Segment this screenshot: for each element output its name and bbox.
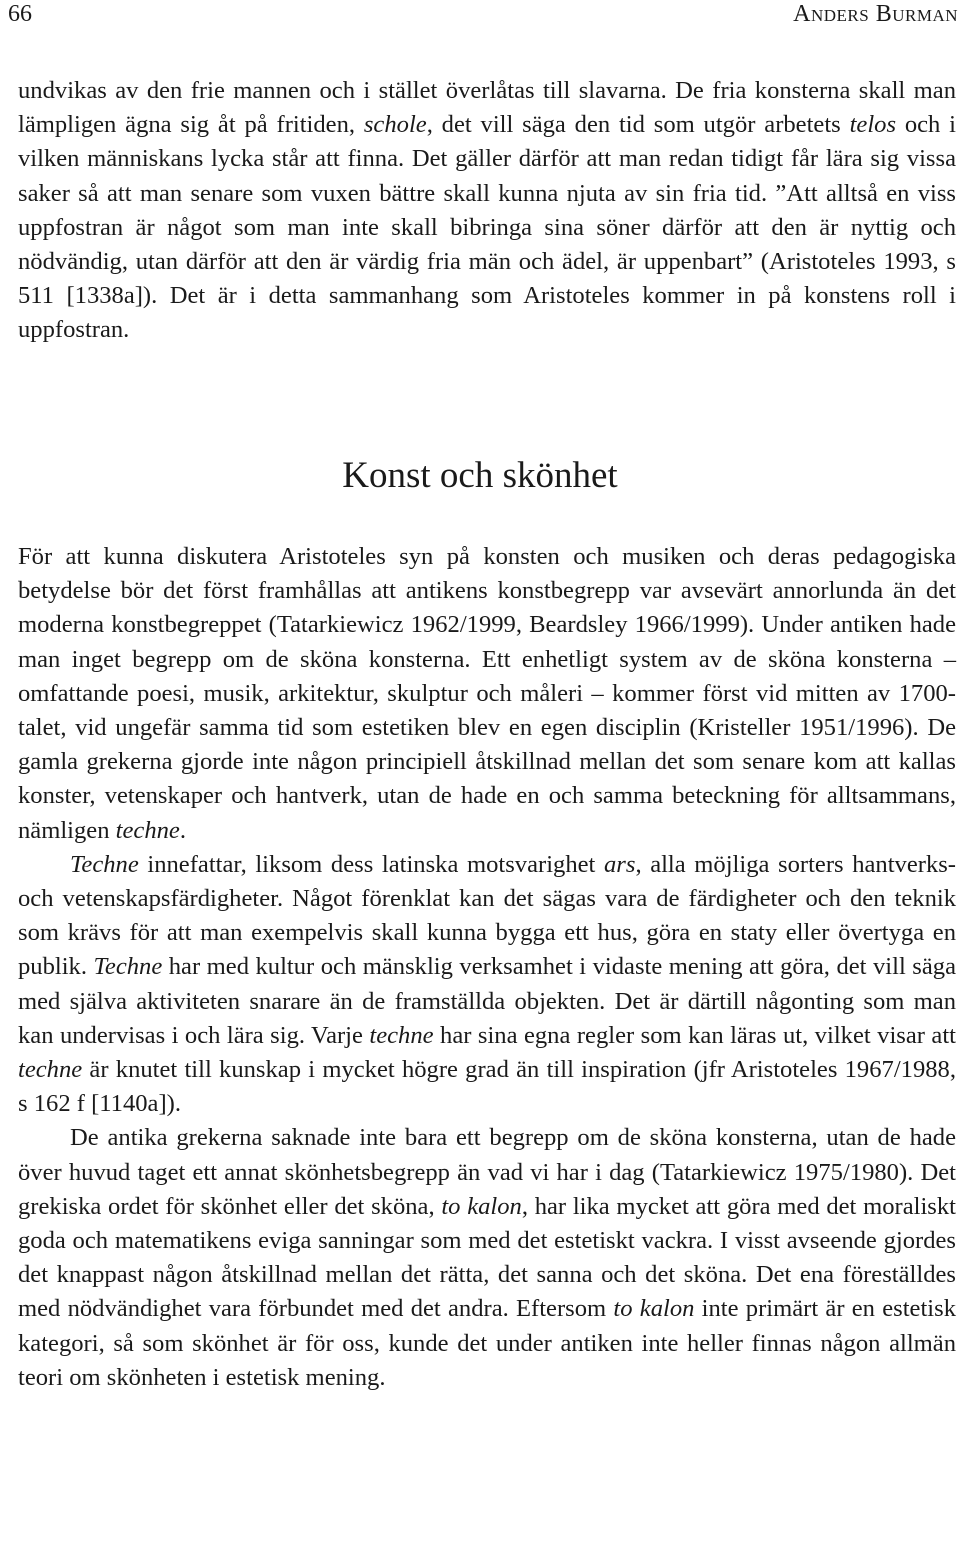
- text-run: undvikas av den frie mannen och i stället överlåtas till slavarna. De fria konsterna skall man lämpligen ägna sig åt på fritiden,: [18, 77, 956, 139]
- italic-term-schole: schole: [363, 111, 427, 139]
- italic-term-to-kalon: to kalon: [613, 1295, 695, 1323]
- italic-term-techne: techne: [115, 816, 180, 844]
- text-block-intro: [18, 74, 956, 348]
- italic-term-techne: Techne: [70, 850, 139, 878]
- italic-term-techne: techne: [18, 1056, 83, 1084]
- text-run: har med kultur och mänsklig verksamhet i vidaste mening att göra, det vill säga med själva aktiviteten snarare än de framställda objekten. Det är därtill någonting som man kan undervisas i och lära sig. Varje: [18, 953, 956, 1049]
- italic-term-telos: telos: [849, 111, 897, 139]
- text-run: är knutet till kunskap i mycket högre grad än till inspiration (jfr Aristoteles 1967/1988, s 162 f [1140a]).: [18, 1056, 956, 1118]
- text-run: innefattar, liksom dess latinska motsvarighet: [138, 850, 604, 878]
- page-number: 66: [8, 1, 32, 27]
- text-run: De antika grekerna saknade inte bara ett begrepp om de sköna konsterna, utan de hade över huvud taget ett annat skönhetsbegrepp än vad vi har i dag (Tatarkiewicz 1975/1980). Det grekiska ordet för skönhet eller det sköna,: [18, 1124, 956, 1220]
- italic-term-techne: Techne: [93, 953, 163, 981]
- text-run: För att kunna diskutera Aristoteles syn på konsten och musiken och deras pedagogiska betydelse bör det först framhållas att antikens konstbegrepp var avsevärt annorlunda än det moderna konstbegreppet (Tatarkiewicz 1962/1999, Beardsley 1966/1999). Under antiken hade man inget begrepp om de sköna konsterna. Ett enhetligt system av de sköna konsterna – omfattande poesi, musik, arkitektur, skulptur och måleri – kommer först vid mitten av 1700-talet, vid ungefär samma tid som estetiken blev en egen disciplin (Kristeller 1951/1996). De gamla grekerna gjorde inte någon principiell åtskillnad mellan det som senare kom att kallas konster, vetenskaper och hantverk, utan de hade en och samma beteckning för alltsammans, nämligen: [18, 543, 956, 844]
- paragraph-techne: [18, 848, 956, 1122]
- text-run: .: [179, 816, 187, 844]
- running-head: [0, 0, 960, 30]
- paragraph-konstbegrepp: [18, 540, 956, 848]
- running-head-author: Anders Burman: [793, 1, 958, 27]
- paragraph-uppfostran: [18, 74, 956, 348]
- text-run: , alla möjliga sorters hantverks- och vetenskapsfärdigheter. Något förenklat kan det sägas vara de färdigheter och den teknik som krävs för att man exempelvis skall kunna bygga ett hus, göra en staty eller övertyga en publik.: [18, 850, 956, 981]
- italic-term-to-kalon: to kalon: [441, 1192, 522, 1220]
- text-run: , det vill säga den tid som utgör arbetets: [426, 111, 850, 139]
- section-heading: Konst och skönhet: [342, 455, 618, 496]
- text-run: och i vilken människans lycka står att finna. Det gäller därför att man redan tidigt får lära sig vissa saker så att man senare som vuxen bättre skall kunna njuta av sin fria tid. ”Att alltså en viss uppfostran är något som man inte skall bibringa sina söner därför att den är nyttig och nödvändig, utan därför att den är värdig fria män och ädel, är uppenbart” (Aristoteles 1993, s 511 [1338a]). Det är i detta sammanhang som Aristoteles kommer in på konstens roll i uppfostran.: [18, 111, 956, 344]
- text-block-konst: [18, 540, 956, 1395]
- italic-term-ars: ars: [603, 850, 636, 878]
- text-run: har sina egna regler som kan läras ut, vilket visar att: [433, 1021, 956, 1049]
- text-run: inte primärt är en estetisk kategori, så som skönhet är för oss, kunde det under antiken inte heller finnas någon allmän teori om skönheten i estetisk mening.: [18, 1295, 956, 1391]
- paragraph-skonhet: [18, 1121, 956, 1395]
- text-run: , har lika mycket att göra med det moraliskt goda och matematikens eviga sanningar som med det estetiskt vackra. I visst avseende gjordes det knappast någon åtskillnad mellan det rätta, det sanna och det sköna. Det ena föreställdes med nödvändighet vara förbundet med det andra. Eftersom: [18, 1192, 956, 1323]
- italic-term-techne: techne: [369, 1021, 434, 1049]
